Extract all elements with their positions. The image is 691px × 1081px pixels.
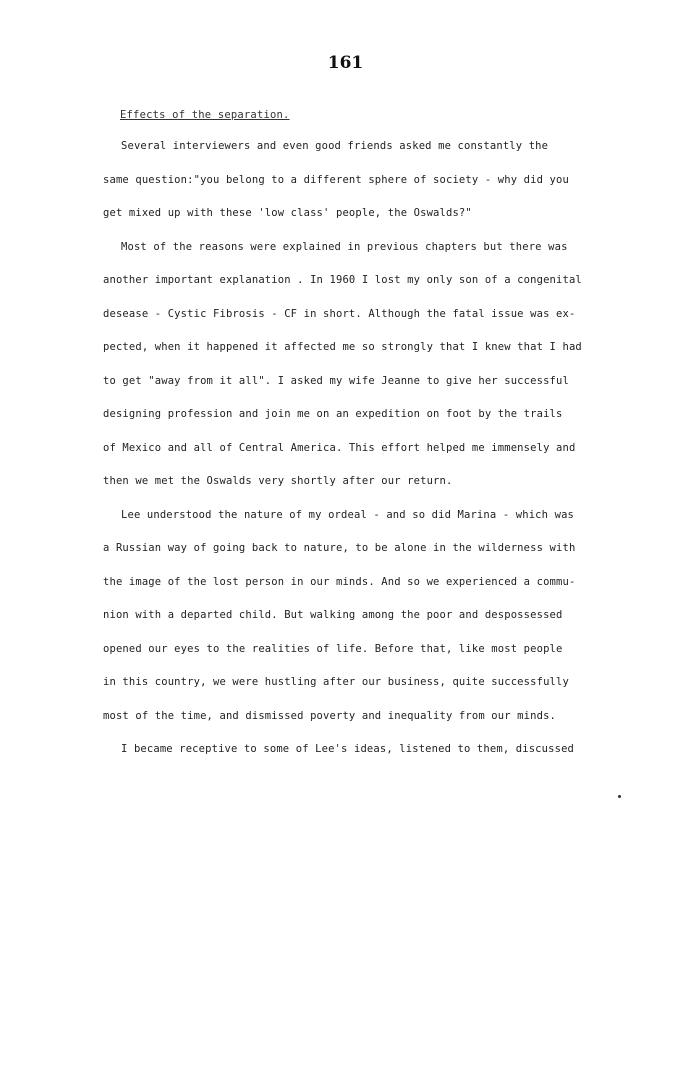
text-line: most of the time, and dismissed poverty and inequality from our minds. xyxy=(103,709,557,722)
section-heading: Effects of the separation. xyxy=(120,109,290,121)
text-line: in this country, we were hustling after our business, quite successfully xyxy=(103,676,569,688)
text-line: the image of the lost person in our minds. And so we experienced a commu- xyxy=(103,575,576,588)
page-number: 161 xyxy=(327,53,364,73)
text-line: a Russian way of going back to nature, to be alone in the wilderness with xyxy=(103,542,576,554)
body-text xyxy=(103,130,598,767)
text-line: of Mexico and all of Central America. This effort helped me immensely and xyxy=(103,441,576,454)
text-line: I became receptive to some of Lee's ideas, listened to them, discussed xyxy=(121,743,575,755)
text-line: Several interviewers and even good friends asked me constantly the xyxy=(121,140,549,152)
text-line: another important explanation . In 1960 I lost my only son of a congenital xyxy=(103,274,582,286)
text-line: pected, when it happened it affected me so strongly that I knew that I had xyxy=(103,341,582,353)
scan-speck xyxy=(618,795,621,798)
text-line: then we met the Oswalds very shortly after our return. xyxy=(103,475,453,487)
text-line: Most of the reasons were explained in previous chapters but there was xyxy=(121,240,568,253)
text-line: opened our eyes to the realities of life. Before that, like most people xyxy=(103,642,563,655)
text-line: get mixed up with these 'low class' people, the Oswalds?" xyxy=(103,207,472,219)
text-line: nion with a departed child. But walking among the poor and despossessed xyxy=(103,609,563,621)
text-line: designing profession and join me on an expedition on foot by the trails xyxy=(103,408,563,420)
text-line: desease - Cystic Fibrosis - CF in short. Although the fatal issue was ex- xyxy=(103,307,576,320)
text-line: to get "away from it all". I asked my wife Jeanne to give her successful xyxy=(103,374,569,387)
text-line: Lee understood the nature of my ordeal - and so did Marina - which was xyxy=(121,508,575,521)
text-line: same question:"you belong to a different sphere of society - why did you xyxy=(103,173,569,186)
